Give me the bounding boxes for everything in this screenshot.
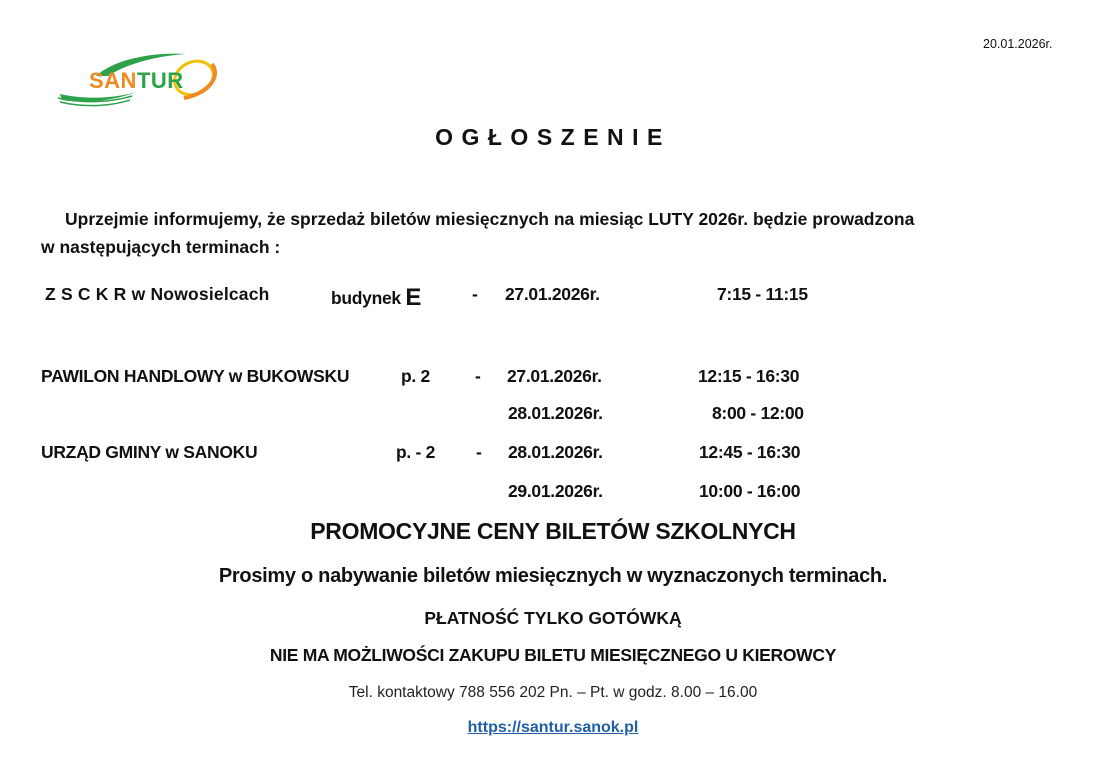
intro-line-1: Uprzejmie informujemy, że sprzedaż biletów miesięcznych na miesiąc LUTY 2026r. będzie prowadzona xyxy=(65,209,915,229)
purchase-request: Prosimy o nabywanie biletów miesięcznych w wyznaczonych terminach. xyxy=(218,565,888,587)
schedule-date: 29.01.2026r. xyxy=(508,481,603,501)
schedule-location: PAWILON HANDLOWY w BUKOWSKU xyxy=(41,366,350,386)
schedule-room-label: p. - 2 xyxy=(396,442,436,462)
schedule-time: 10:00 - 16:00 xyxy=(699,481,801,501)
website-link[interactable]: https://santur.sanok.pl xyxy=(467,719,639,736)
no-driver-purchase-notice: NIE MA MOŻLIWOŚCI ZAKUPU BILETU MIESIĘCZNEGO U KIEROWCY xyxy=(269,645,837,665)
contact-phone: Tel. kontaktowy 788 556 202 Pn. – Pt. w godz. 8.00 – 16.00 xyxy=(348,684,758,701)
page-title: OGŁOSZENIE xyxy=(435,124,671,150)
promo-heading: PROMOCYJNE CENY BILETÓW SZKOLNYCH xyxy=(310,518,796,544)
schedule-location: Z S C K R w Nowosielcach xyxy=(45,284,270,304)
schedule-time: 7:15 - 11:15 xyxy=(717,284,808,304)
schedule-time: 8:00 - 12:00 xyxy=(712,403,804,423)
santur-logo xyxy=(56,50,222,112)
announcement-date: 20.01.2026r. xyxy=(983,37,1053,51)
schedule-room-label xyxy=(331,284,421,312)
schedule-time: 12:15 - 16:30 xyxy=(698,366,800,386)
room-label-text: budynek xyxy=(331,288,401,308)
payment-notice: PŁATNOŚĆ TYLKO GOTÓWKĄ xyxy=(424,608,682,628)
logo-wordmark xyxy=(89,68,184,94)
schedule-date: 27.01.2026r. xyxy=(505,284,600,304)
schedule-time: 12:45 - 16:30 xyxy=(699,442,801,462)
schedule-room-label: p. 2 xyxy=(401,366,430,386)
schedule-dash: - xyxy=(476,442,482,462)
schedule-date: 28.01.2026r. xyxy=(508,442,603,462)
building-letter: E xyxy=(405,284,422,311)
logo-text-san: SAN xyxy=(89,68,137,93)
schedule-dash: - xyxy=(472,284,478,304)
schedule-date: 28.01.2026r. xyxy=(508,403,603,423)
schedule-date: 27.01.2026r. xyxy=(507,366,602,386)
schedule-dash: - xyxy=(475,366,481,386)
logo-text-tur: TUR xyxy=(136,68,184,93)
schedule-location: URZĄD GMINY w SANOKU xyxy=(41,442,258,462)
intro-line-2: w następujących terminach : xyxy=(41,237,281,257)
